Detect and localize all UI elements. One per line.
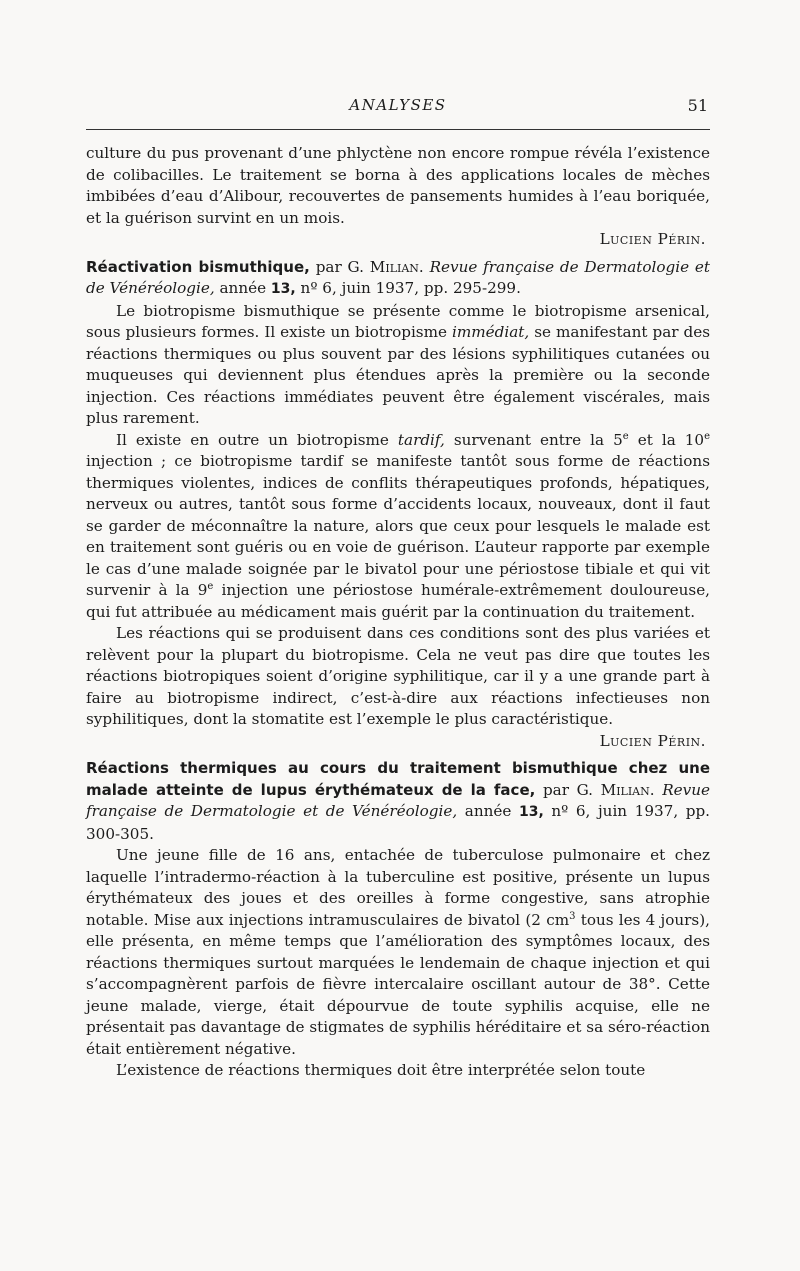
article1-by: par G. — [315, 257, 364, 276]
article1-p1-text: Le biotropisme bismuthique se présente comme le biotropisme arsenical, sous plusieurs formes. Il existe un biotropisme — [86, 301, 710, 341]
intro-signature: Lucien Périn. — [599, 230, 706, 248]
article1-paragraph-1 — [86, 301, 710, 430]
article2-journal: Revue française de Dermatologie et de Vénéréologie, — [86, 780, 710, 820]
article1-p2-sup3: e — [207, 580, 214, 592]
page-header — [86, 96, 710, 122]
article2-by: par G. — [542, 780, 594, 799]
article1-paragraph-2 — [86, 430, 710, 624]
page-number: 51 — [687, 96, 708, 115]
article2-year-word: année — [464, 802, 512, 820]
article1-journal: Revue française de Dermatologie et de Vénéréologie, — [86, 257, 711, 297]
article1-volume: 13, — [270, 281, 296, 297]
article1-p2-d: injection ; ce biotropisme tardif se manifeste tantôt sous forme de réactions thermiques violentes, indices de conflits thérapeutiques profonds, hépatiques, nerveux ou autres, tantôt sous forme d’accidents locaux, nouveaux, dont il faut se garder de méconnaître la nature, alors que ceux pour lesquels le malade est en traitement sont guéris ou en voie de guérison. L’auteur rapporte par exemple le cas d’une malade soignée par le bivatol pour une périostose tibiale et qui vit survenir à la 9 — [86, 452, 710, 599]
header-rule — [86, 129, 710, 130]
article1-p1-rest: se manifestant par des réactions thermiques ou plus souvent par des lésions syphilitiques cutanées ou muqueuses qui deviennent plus étendues après la première ou la seconde injection. Ces réactions immédiates peuvent être également viscérales, mais plus rarement. — [86, 323, 710, 427]
article1-title: Réactivation bismuthique, — [86, 257, 310, 276]
article1-p2-e: injection une périostose humérale-extrêmement douloureuse, qui fut attribuée au médicament mais guérit par la continuation du traitement. — [86, 581, 711, 621]
article1-p2-b: survenant entre la 5 — [453, 430, 623, 449]
article1-signature: Lucien Périn. — [599, 731, 706, 750]
article1-p1-emphasis: immédiat, — [451, 323, 530, 341]
article2-p1-sup1: 3 — [569, 910, 576, 922]
article2-paragraph-2: L’existence de réactions thermiques doit être interprétée selon toute — [116, 1061, 646, 1079]
page-content — [86, 143, 710, 1082]
article1-p2-sup1: e — [622, 430, 629, 442]
article2-volume: 13, — [518, 804, 544, 820]
article1-p2-sup2: e — [704, 430, 711, 442]
article2-reference — [86, 758, 710, 845]
article1-p3-text: Les réactions qui se produisent dans ces conditions sont des plus variées et relèvent pour la plupart du biotropisme. Cela ne veut pas dire que toutes les réactions biotropiques soient d’origine syphilitique, car il y a une grande part à faire au biotropisme indirect, c’est-à-dire aux réactions infectieuses non syphilitiques, dont la stomatite est l’exemple le plus caractéristique. — [86, 624, 710, 728]
article1-reference — [86, 257, 710, 301]
article2-p1-a: Une jeune fille de 16 ans, entachée de tuberculose pulmonaire et chez laquelle l’intradermo-réaction à la tuberculine est positive, présente un lupus érythémateux des joues et des oreilles à forme congestive, sans atrophie notable. Mise aux injections intramusculaires de bivatol (2 cm — [86, 846, 710, 929]
article1-p2-a: Il existe en outre un biotropisme — [116, 430, 389, 449]
article1-year-word: année — [219, 279, 267, 297]
article2-paragraph-1 — [86, 845, 710, 1060]
article2-author: Milian. — [600, 780, 655, 799]
article1-issue: nº 6, juin 1937, pp. 295-299. — [300, 279, 521, 297]
intro-paragraph: culture du pus provenant d’une phlyctène non encore rompue révéla l’existence de colibacilles. Le traitement se borna à des applications locales de mèches imbibées d’eau d’Alibour, recouvertes de pansements humides à l’eau boriquée, et la guérison survint en un mois. — [86, 144, 710, 227]
article2-title: Réactions thermiques au cours du traitement bismuthique chez une malade atteinte de lupus érythémateux de la face, — [86, 759, 710, 799]
article2-p1-b: tous les 4 jours), elle présenta, en même temps que l’amélioration des symptômes locaux, des réactions thermiques surtout marquées le lendemain de chaque injection et qui s’accompagnèrent parfois de fièvre intercalaire oscillant autour de 38°. Cette jeune malade, vierge, était dépourvue de toute syphilis acquise, elle ne présentait pas davantage de stigmates de syphilis héréditaire et sa séro-réaction était entièrement négative. — [86, 910, 710, 1058]
article1-author: Milian. — [369, 257, 424, 276]
article1-p2-emphasis: tardif, — [397, 430, 445, 449]
article1-p2-c: et la 10 — [637, 430, 705, 449]
article2-issue: nº 6, juin 1937, pp. 300-305. — [86, 802, 711, 843]
article1-paragraph-3 — [86, 623, 710, 750]
running-title: ANALYSES — [349, 96, 447, 114]
